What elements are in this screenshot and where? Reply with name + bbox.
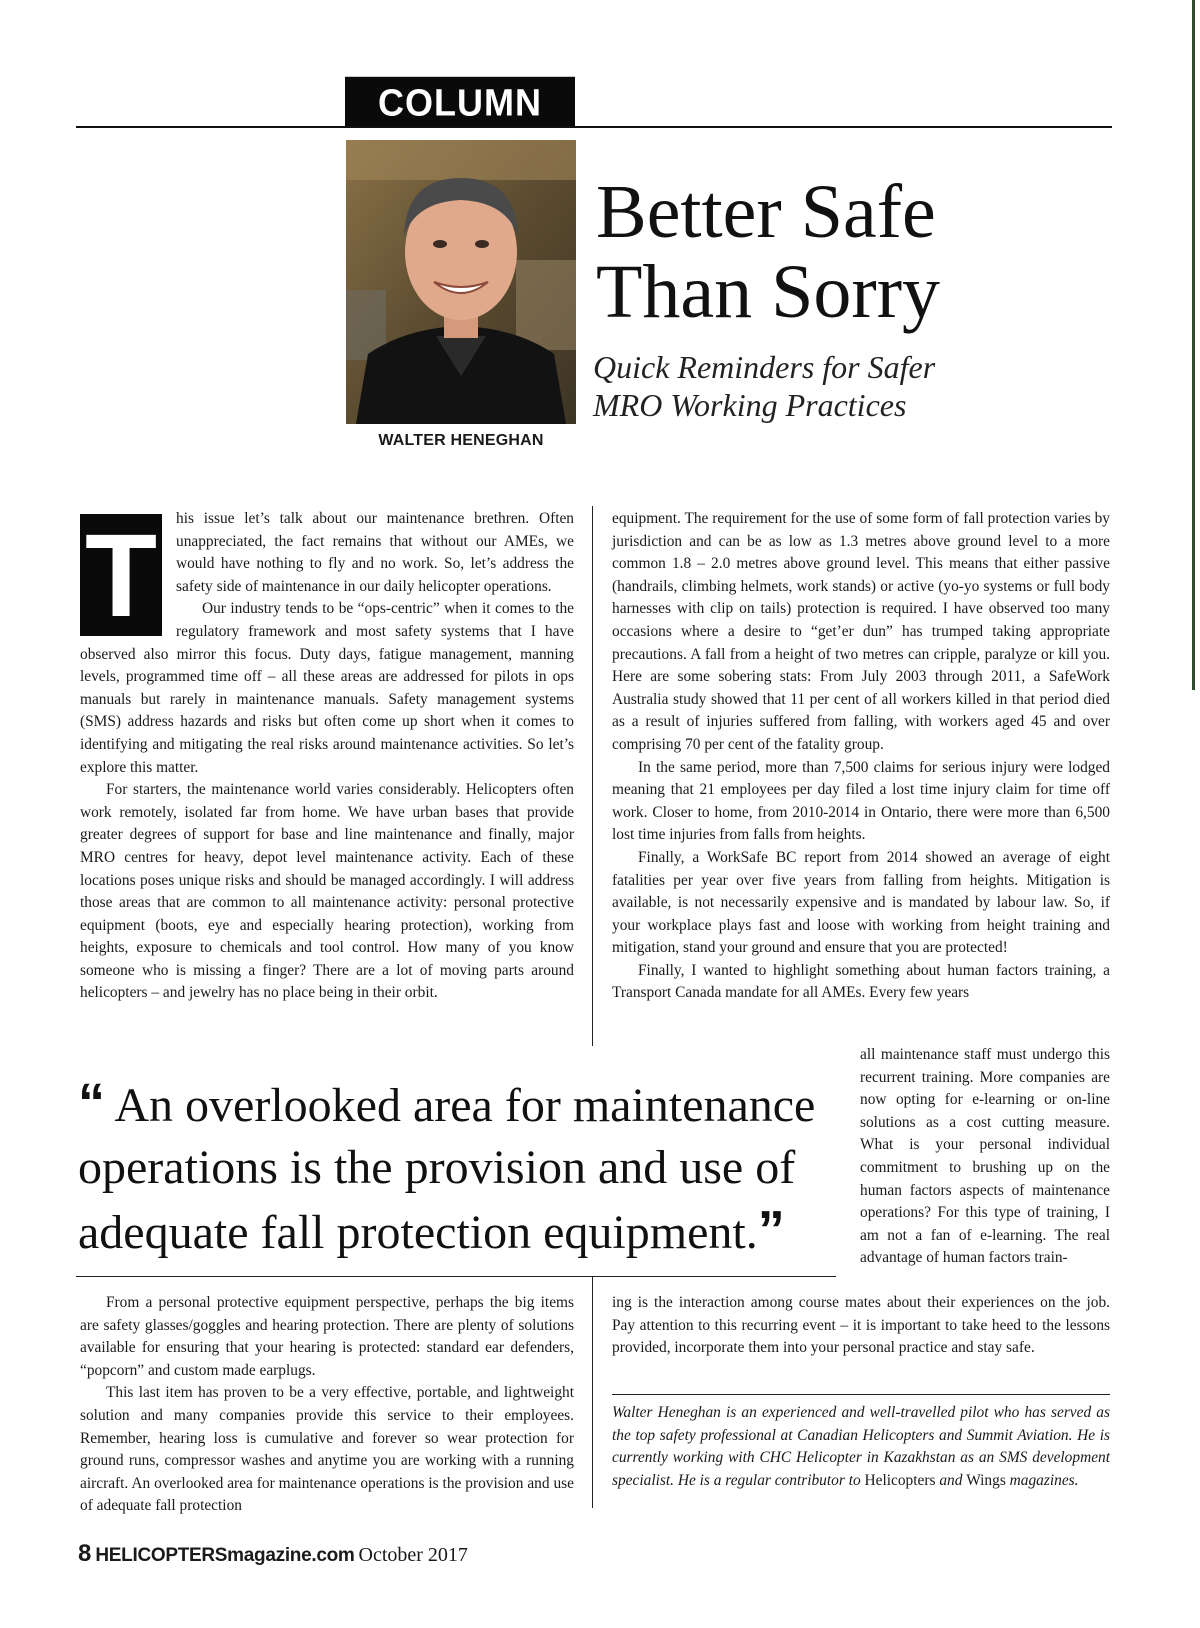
right-column-top [612, 508, 1110, 1005]
header-rule [76, 126, 1112, 128]
title-line-2: Than Sorry [596, 250, 941, 334]
pull-quote [78, 1072, 858, 1264]
open-quote-mark: “ [78, 1073, 105, 1133]
column-divider [592, 506, 593, 1046]
author-byline: WALTER HENEGHAN [378, 432, 544, 449]
subtitle-line-1: Quick Reminders for Safer [593, 349, 936, 385]
paragraph: equipment. The requirement for the use of some form of fall protection varies by jurisdiction and can be as low as 1.3 metres above ground level to a more common 1.8 – 2.0 metres above ground level. This means that either passive (handrails, climbing helmets, work stands) or active (yo-yo systems or full body harnesses with clip on tails) protection is required. I have observed too many occasions where a desire to “get’er dun” has trumped taking appropriate precautions. A fall from a height of two metres can cripple, paralyze or kill you. Here are some sobering stats: From July 2003 through 2011, a SafeWork Australia study showed that 11 per cent of all workers killed in that period died as a result of injuries suffered from falling, with workers aged 45 and over comprising 70 per cent of the fatality group. [612, 510, 1110, 753]
paragraph: For starters, the maintenance world varies considerably. Helicopters often work remotely, isolated far from home. We have urban bases that provide greater degrees of support for base and line maintenance and finally, major MRO centres for heavy, depot level maintenance activity. Each of these locations poses unique risks and should be managed accordingly. I will address those areas that are common to all maintenance activity: personal protective equipment (boots, eye and especially hearing protection), working from heights, exposure to chemicals and tool control. How many of you know someone who is missing a finger? There are a lot of moving parts around helicopters – and jewelry has no place being in their orbit. [80, 781, 574, 1002]
close-quote-mark: ” [757, 1200, 785, 1260]
page-footer [78, 1540, 468, 1568]
bio-text: Walter Heneghan is an experienced and well-travelled pilot who has served as the top safety professional at Canadian Helicopters and Summit Aviation. He is currently working with CHC Helicopter in Kazakhstan as an SMS development specialist. He is a regular contributor to [612, 1404, 1110, 1489]
paragraph: Finally, I wanted to highlight something about human factors training, a Transport Canada mandate for all AMEs. Every few years [612, 961, 1110, 1002]
author-photo [346, 140, 576, 424]
bio-text: and [935, 1471, 967, 1489]
right-column-bottom [612, 1292, 1110, 1360]
paragraph: Finally, a WorkSafe BC report from 2014 showed an average of eight fatalities per year over five years from falling from heights. Mitigation is available, is not necessarily expensive and is mandated by labour law. So, if your workplace plays fast and loose with working from height training and mitigation, stand your ground and ensure that you are protected! [612, 848, 1110, 957]
paragraph: all maintenance staff must undergo this recurrent training. More companies are now opting for e-learning or on-line solutions as a cost cutting measure. What is your personal individual commitment to brushing up on the human factors aspects of maintenance operations? For this type of training, I am not a fan of e-learning. The real advantage of human factors train- [860, 1046, 1110, 1267]
paragraph: Our industry tends to be “ops-centric” when it comes to the regulatory framework and most safety systems that I have observed also mirror this focus. Duty days, fatigue management, manning levels, programmed time off – all these areas are addressed for pilots in ops manuals but rarely in maintenance manuals. Safety management systems (SMS) address hazards and risks but often come up short when it comes to identifying and mitigating the real risks around maintenance activities. So let’s explore this matter. [80, 600, 574, 776]
paragraph: ing is the interaction among course mates about their experiences on the job. Pay attention to this recurring event – it is important to take heed to the lessons provided, incorporate them into your personal practice and stay safe. [612, 1294, 1110, 1357]
left-column-top [80, 508, 574, 1005]
wrap-column [860, 1044, 1110, 1270]
website-link[interactable]: HELICOPTERSmagazine.com [95, 1545, 355, 1566]
page-edge-bar [1192, 0, 1195, 690]
author-bio [612, 1402, 1110, 1492]
article-subtitle [593, 348, 935, 424]
bio-rule [612, 1394, 1110, 1395]
page-number: 8 [78, 1540, 92, 1567]
bio-text: magazines. [1005, 1471, 1079, 1489]
pull-quote-rule [76, 1276, 836, 1277]
drop-cap: T [80, 514, 162, 636]
column-divider [592, 1276, 593, 1508]
paragraph: From a personal protective equipment perspective, perhaps the big items are safety glasses/goggles and hearing protection. There are plenty of solutions available for ensuring that your hearing is protected: standard ear defenders, “popcorn” and custom made earplugs. [80, 1294, 574, 1379]
paragraph: his issue let’s talk about our maintenance brethren. Often unappreciated, the fact remains that without our AMEs, we would have nothing to fly and no work. So, let’s address the safety side of maintenance in our daily helicopter operations. [176, 510, 574, 595]
subtitle-line-2: MRO Working Practices [593, 387, 907, 423]
pull-quote-text: An overlooked area for maintenance operations is the provision and use of adequate fall protection equipment. [78, 1079, 816, 1259]
left-column-bottom [80, 1292, 574, 1518]
paragraph: In the same period, more than 7,500 claims for serious injury were lodged meaning that 21 employees per day filed a lost time injury claim for time off work. Closer to home, from 2010-2014 in Ontario, there were more than 6,500 lost time injuries from falls from heights. [612, 758, 1110, 844]
title-line-1: Better Safe [596, 170, 936, 254]
article-title [596, 172, 940, 332]
section-label: COLUMN [345, 77, 575, 127]
magazine-name: Wings [966, 1471, 1006, 1489]
author-portrait-icon [346, 140, 576, 424]
magazine-name: Helicopters [864, 1471, 936, 1489]
paragraph: This last item has proven to be a very effective, portable, and lightweight solution and many companies provide this service to their employees. Remember, hearing loss is cumulative and forever so wear protection for ground runs, compressor washes and anytime you are working with a running aircraft. An overlooked area for maintenance operations is the provision and use of adequate fall protection [80, 1384, 574, 1515]
issue-date: October 2017 [358, 1544, 468, 1566]
